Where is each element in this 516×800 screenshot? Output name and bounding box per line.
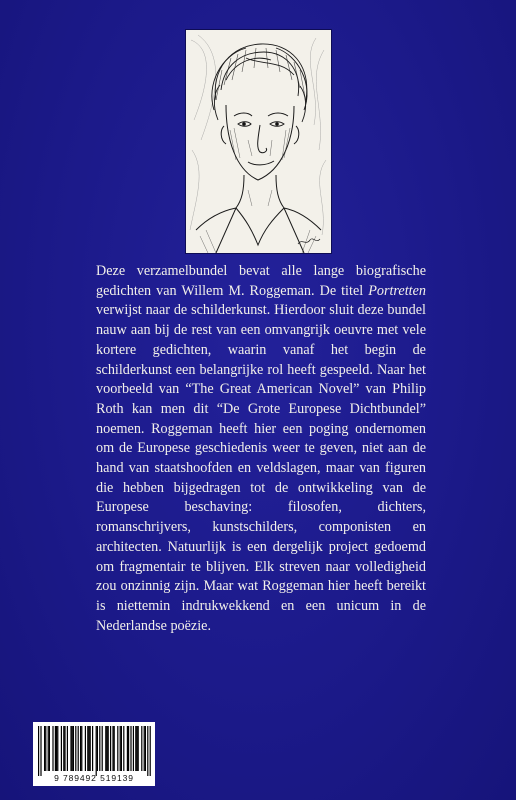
barcode-bar	[75, 726, 76, 771]
barcode-bar	[120, 726, 121, 771]
barcode-bar	[141, 726, 142, 771]
barcode-bar	[38, 726, 39, 776]
barcode-bar	[135, 726, 136, 771]
barcode-bar	[85, 726, 86, 771]
barcode-bar	[130, 726, 131, 771]
barcode-bar	[108, 726, 109, 771]
blurb-part-1: Deze verzamelbundel bevat alle lange biografische gedichten van Willem M. Roggeman. De titel	[96, 263, 426, 299]
barcode-bar	[96, 726, 97, 776]
barcode-bar	[45, 726, 46, 771]
barcode-bar	[144, 726, 145, 771]
barcode-bar	[133, 726, 134, 771]
barcode-bar	[123, 726, 124, 771]
barcode-bar	[145, 726, 146, 771]
barcode-bar	[73, 726, 74, 771]
barcode-bar	[80, 726, 81, 771]
blurb-title-italic: Portretten	[368, 282, 426, 299]
barcode-bar	[81, 726, 82, 771]
barcode-bar	[67, 726, 68, 771]
barcode-bar	[55, 726, 56, 771]
barcode-bar	[88, 726, 89, 771]
barcode-bar	[110, 726, 111, 771]
barcode-bar	[128, 726, 129, 771]
barcode-bar	[57, 726, 58, 771]
barcode-bar	[61, 726, 62, 771]
barcode-bar	[64, 726, 65, 771]
barcode-bar	[48, 726, 49, 771]
barcode-bar	[150, 726, 151, 776]
barcode-bar	[70, 726, 71, 771]
barcode-bar	[78, 726, 79, 771]
barcode-bar	[90, 726, 91, 771]
isbn-number: 9 789492 519139	[54, 773, 134, 783]
barcode-bar	[87, 726, 88, 771]
barcode-bar	[105, 726, 106, 771]
barcode-bar	[117, 726, 118, 771]
barcode-bar	[121, 726, 122, 771]
barcode-bar	[40, 726, 41, 776]
portrait-drawing	[186, 30, 331, 253]
barcode-bar	[52, 726, 53, 771]
barcode-bar	[114, 726, 115, 771]
barcode-bar	[72, 726, 73, 771]
barcode-bar	[127, 726, 128, 771]
barcode-bar	[112, 726, 113, 771]
blurb-text	[96, 262, 426, 636]
barcode-bar	[138, 726, 139, 771]
barcode-bar	[92, 726, 93, 771]
barcode-bar	[63, 726, 64, 771]
barcode-bar	[136, 726, 137, 771]
barcode-bar	[97, 726, 98, 771]
barcode-bar	[44, 726, 45, 771]
blurb-part-2: verwijst naar de schilderkunst. Hierdoor sluit deze bundel nauw aan bij de rest van een omvangrijk oeuvre met vele kortere gedichten, waarin vanaf het begin de schilderkunst een belangrijke rol heeft gespeeld. Naar het voorbeeld van “The Great American Novel” van Philip Roth kan men dit “De Grote Europese Dichtbundel” noemen. Roggeman heeft hier een poging ondernomen om de Europese geschiedenis weer te geven, niet aan de hand van staatshoofden en veldslagen, maar van figuren die hebben bijgedragen tot de ontwikkeling van de Europese beschaving: filosofen, dichters, romanschrijvers, kunstschilders, componisten en architecten. Natuurlijk is een dergelijk project gedoemd om fragmentair te blijven. Elk streven naar volledigheid zou onzinnig zijn. Maar wat Roggeman hier heeft bereikt is niettemin indrukwekkend en een unicum in de Nederlandse poëzie.	[96, 302, 426, 634]
barcode-bar	[106, 726, 107, 771]
barcode-bar	[102, 726, 103, 771]
barcode-bar	[99, 726, 100, 771]
barcode-bar	[49, 726, 50, 771]
barcode-bar	[147, 726, 148, 776]
barcode-bar	[56, 726, 57, 771]
